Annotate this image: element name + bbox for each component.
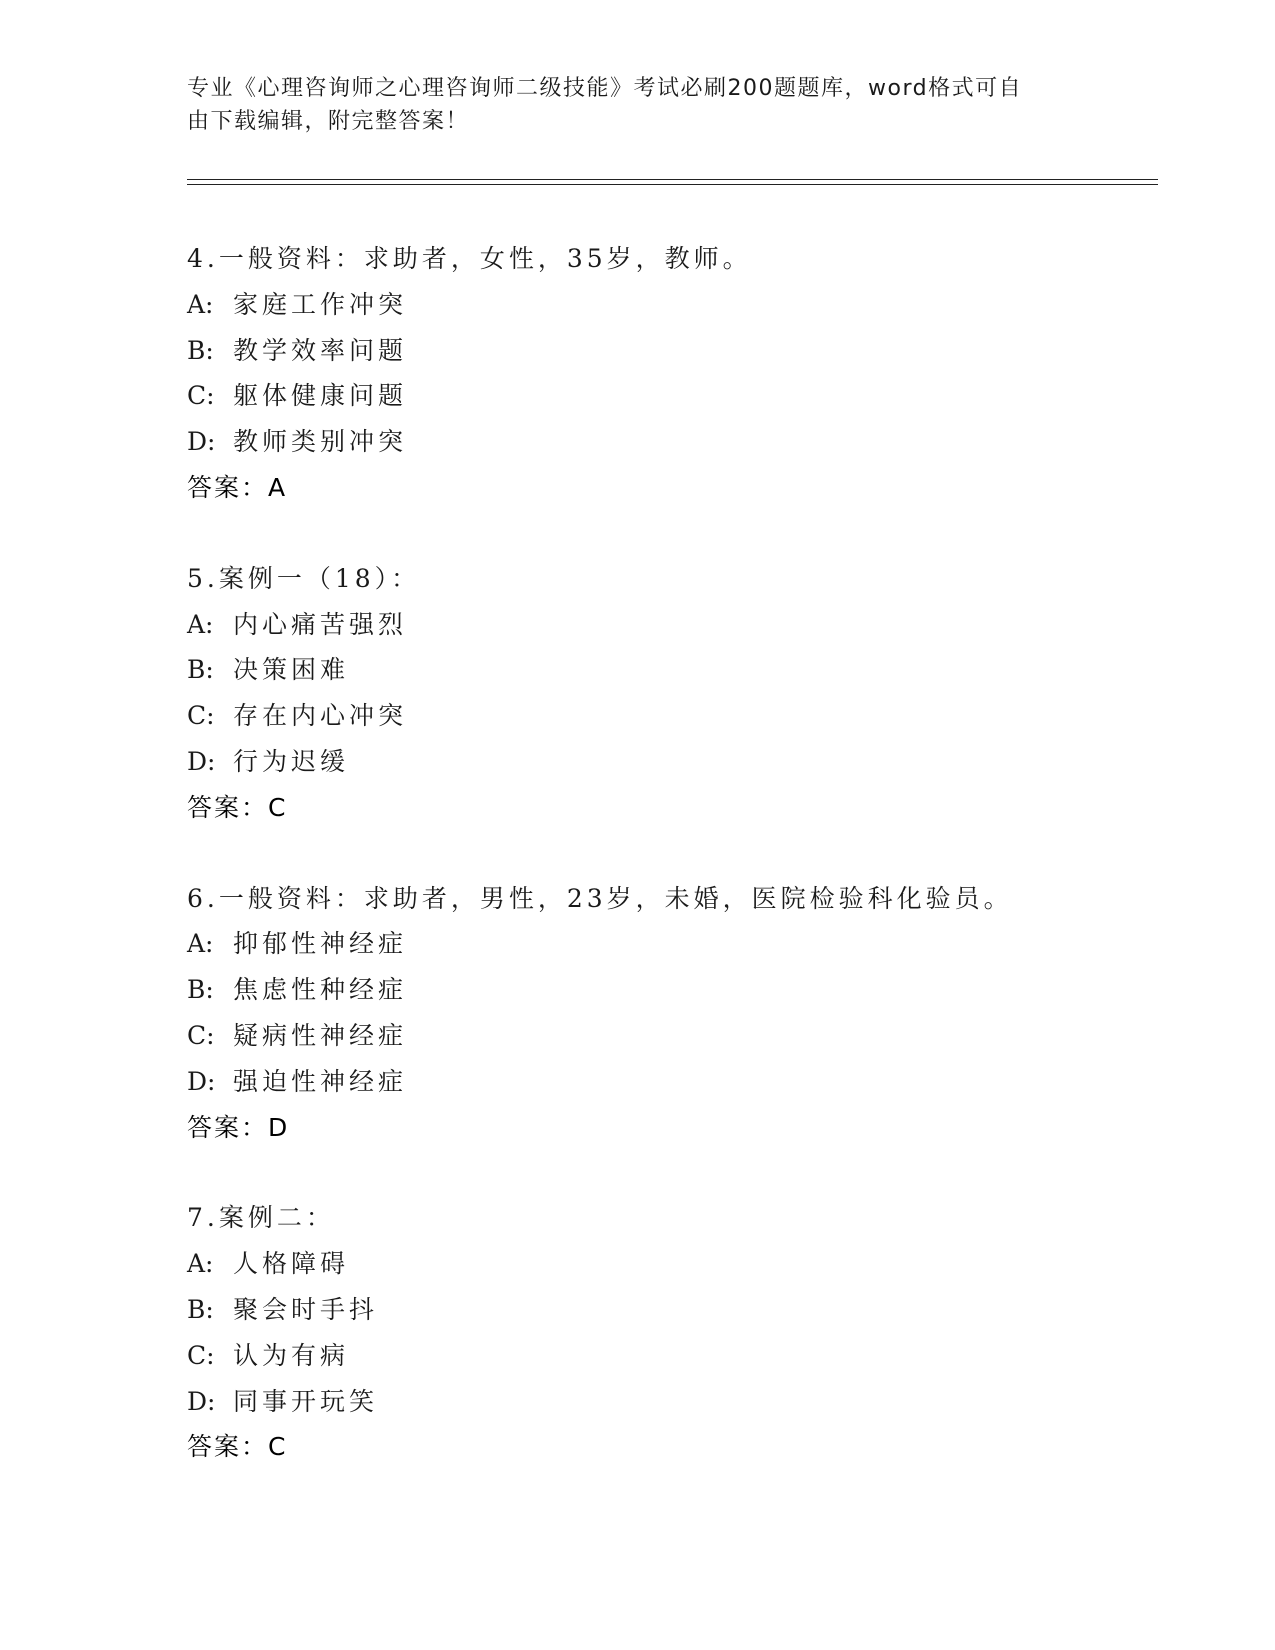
option-b <box>187 328 1147 374</box>
question-stem: 5.案例一（18）： <box>187 563 421 593</box>
question-7 <box>187 1195 1147 1470</box>
option-text: 聚会时手抖 <box>233 1294 379 1324</box>
option-c <box>187 373 1147 419</box>
question-list <box>187 236 1147 1515</box>
option-text: 教学效率问题 <box>233 335 408 365</box>
option-letter: B: <box>187 1294 214 1324</box>
option-a <box>187 1241 1147 1287</box>
option-letter: A: <box>187 1249 214 1279</box>
option-a <box>187 602 1147 648</box>
document-header <box>187 72 1077 138</box>
option-text: 内心痛苦强烈 <box>233 609 408 639</box>
question-6 <box>187 876 1147 1151</box>
option-text: 焦虑性种经症 <box>233 975 408 1005</box>
header-divider-bottom <box>187 184 1158 185</box>
option-d <box>187 739 1147 785</box>
option-letter: D: <box>187 1066 216 1096</box>
option-letter: D: <box>187 1386 216 1416</box>
option-c <box>187 1333 1147 1379</box>
option-text: 教师类别冲突 <box>233 427 408 457</box>
answer-line: 答案：A <box>187 472 288 502</box>
option-text: 强迫性神经症 <box>233 1066 408 1096</box>
answer-line: 答案：C <box>187 1432 288 1462</box>
option-text: 决策困难 <box>233 655 350 685</box>
header-line-2: 由下载编辑，附完整答案！ <box>187 109 470 134</box>
question-5 <box>187 556 1147 831</box>
option-text: 躯体健康问题 <box>233 381 408 411</box>
option-c <box>187 693 1147 739</box>
option-letter: B: <box>187 975 214 1005</box>
option-letter: C: <box>187 381 215 411</box>
option-text: 人格障碍 <box>233 1249 350 1279</box>
option-text: 认为有病 <box>233 1340 350 1370</box>
option-letter: D: <box>187 746 216 776</box>
option-b <box>187 1287 1147 1333</box>
question-stem: 4.一般资料：求助者，女性，35岁，教师。 <box>187 244 752 273</box>
question-4 <box>187 236 1147 511</box>
option-letter: A: <box>187 289 214 319</box>
option-text: 抑郁性神经症 <box>233 929 408 959</box>
header-line-1: 专业《心理咨询师之心理咨询师二级技能》考试必刷200题题库，word格式可自 <box>187 76 1023 101</box>
option-letter: B: <box>187 655 214 685</box>
answer-line: 答案：D <box>187 1112 290 1142</box>
option-d <box>187 1059 1147 1105</box>
question-stem: 7.案例二： <box>187 1203 335 1233</box>
option-b <box>187 647 1147 693</box>
option-letter: C: <box>187 1020 215 1050</box>
option-a <box>187 282 1147 328</box>
option-text: 存在内心冲突 <box>233 701 408 731</box>
option-text: 同事开玩笑 <box>233 1386 379 1416</box>
option-a <box>187 921 1147 967</box>
option-letter: C: <box>187 1340 215 1370</box>
option-text: 疑病性神经症 <box>233 1020 408 1050</box>
header-divider-top <box>187 179 1158 180</box>
option-letter: D: <box>187 427 216 457</box>
option-letter: A: <box>187 609 214 639</box>
option-letter: B: <box>187 335 214 365</box>
option-c <box>187 1013 1147 1059</box>
question-stem: 6.一般资料：求助者，男性，23岁，未婚，医院检验科化验员。 <box>187 883 1013 913</box>
option-text: 行为迟缓 <box>233 746 350 776</box>
option-letter: C: <box>187 701 215 731</box>
option-b <box>187 967 1147 1013</box>
option-d <box>187 1379 1147 1425</box>
answer-line: 答案：C <box>187 792 288 822</box>
option-d <box>187 419 1147 465</box>
option-text: 家庭工作冲突 <box>233 289 408 319</box>
option-letter: A: <box>187 929 214 959</box>
